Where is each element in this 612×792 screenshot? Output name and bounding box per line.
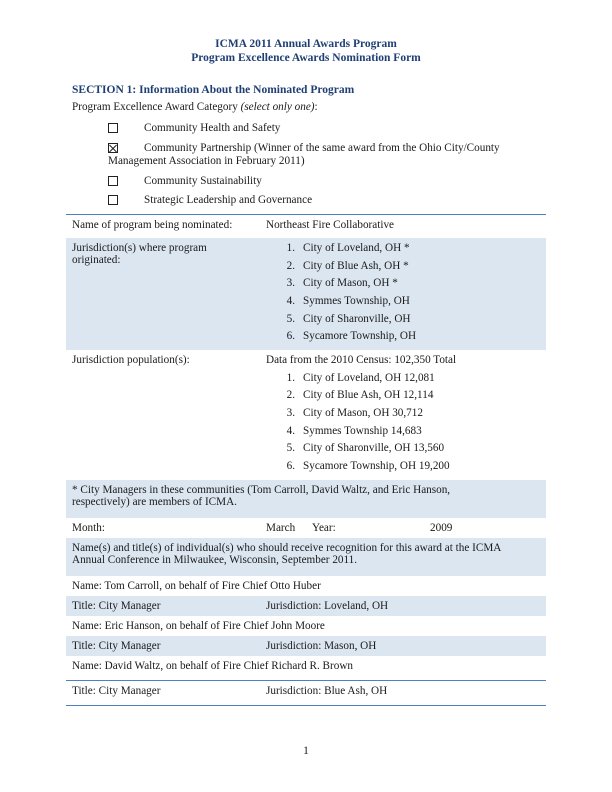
list-text: City of Blue Ash, OH 12,114 — [303, 389, 434, 402]
list-text: City of Mason, OH * — [303, 277, 398, 290]
list-number: 6. — [286, 330, 295, 343]
list-text: Sycamore Township, OH — [303, 330, 417, 343]
list-text: City of Loveland, OH * — [303, 242, 410, 254]
list-text: City of Loveland, OH 12,081 — [303, 371, 435, 384]
note-line: respectively) are members of ICMA. — [72, 496, 237, 508]
recipient-title-row — [66, 680, 546, 704]
category-prompt-text: Program Excellence Award Category — [72, 101, 238, 113]
note-text — [72, 484, 542, 508]
category-label-continued: Management Association in February 2011) — [108, 155, 305, 167]
recipient-jurisdiction[interactable]: Jurisdiction: Loveland, OH — [266, 600, 389, 612]
category-prompt — [72, 101, 318, 113]
recipient-name-row — [66, 576, 546, 596]
checkbox-partnership[interactable] — [108, 143, 118, 153]
list-item — [281, 260, 557, 278]
list-number: 5. — [286, 312, 295, 325]
category-label: Strategic Leadership and Governance — [144, 194, 313, 206]
recipient-name-row — [66, 656, 546, 680]
jurisdictions-label-line: originated: — [72, 254, 121, 266]
list-item — [281, 277, 557, 295]
section-title: SECTION 1: Information About the Nominated Program — [72, 84, 355, 96]
category-label: Community Partnership (Winner of the same award from the Ohio City/County — [144, 142, 500, 154]
population-values[interactable] — [266, 354, 542, 478]
list-item — [281, 330, 557, 348]
list-text: City of Sharonville, OH 13,560 — [303, 442, 445, 455]
recognition-line: Annual Conference in Milwaukee, Wisconsin, September 2011. — [72, 554, 358, 566]
recipient-title-row — [66, 636, 546, 656]
recognition-text — [72, 542, 542, 566]
program-name-row — [66, 214, 546, 238]
list-item — [281, 425, 542, 443]
recipient-name[interactable]: Name: David Waltz, on behalf of Fire Chief Richard R. Brown — [72, 660, 353, 672]
list-item — [281, 372, 542, 390]
list-number: 3. — [286, 277, 295, 290]
list-number: 2. — [286, 389, 295, 402]
list-number: 6. — [286, 460, 295, 473]
note-row — [66, 480, 546, 518]
recipient-title[interactable]: Title: City Manager — [72, 685, 161, 697]
recipient-title[interactable]: Title: City Manager — [72, 600, 161, 612]
list-number: 3. — [286, 407, 295, 420]
month-value[interactable]: March — [266, 522, 296, 534]
recipient-title[interactable]: Title: City Manager — [72, 640, 161, 652]
list-item — [281, 407, 542, 425]
list-number: 1. — [286, 242, 295, 254]
category-label: Community Sustainability — [144, 175, 262, 187]
program-name-label: Name of program being nominated: — [72, 219, 233, 231]
recipient-name-row — [66, 616, 546, 636]
list-item — [281, 389, 542, 407]
checkbox-health-safety[interactable] — [108, 123, 118, 133]
list-text: Sycamore Township, OH 19,200 — [303, 460, 450, 473]
jurisdictions-list[interactable] — [281, 242, 557, 348]
month-label: Month: — [72, 522, 105, 534]
category-prompt-colon: : — [314, 101, 318, 113]
table-bottom-rule — [66, 705, 546, 706]
header-line-2: Program Excellence Awards Nomination Form — [191, 52, 421, 64]
header-line-1: ICMA 2011 Annual Awards Program — [215, 38, 397, 50]
category-label: Community Health and Safety — [144, 122, 281, 134]
list-text: Symmes Township 14,683 — [303, 424, 422, 437]
list-item — [281, 442, 542, 460]
list-number: 2. — [286, 259, 295, 272]
list-number: 4. — [286, 424, 295, 437]
population-label: Jurisdiction population(s): — [72, 354, 190, 366]
note-line: * City Managers in these communities (Tom Carroll, David Waltz, and Eric Hanson, — [72, 484, 451, 496]
recognition-line: Name(s) and title(s) of individual(s) who should receive recognition for this award at the ICMA — [72, 542, 502, 554]
list-text: City of Sharonville, OH — [303, 312, 411, 325]
category-prompt-note: (select only one) — [240, 101, 315, 113]
list-item — [281, 295, 557, 313]
list-text: City of Blue Ash, OH * — [303, 259, 409, 272]
recipient-jurisdiction[interactable]: Jurisdiction: Mason, OH — [266, 640, 377, 652]
recognition-row — [66, 538, 546, 576]
population-intro: Data from the 2010 Census: 102,350 Total — [266, 354, 457, 366]
year-value[interactable]: 2009 — [430, 522, 453, 534]
recipient-title-row — [66, 596, 546, 616]
list-number: 1. — [286, 371, 295, 384]
list-item — [281, 242, 557, 260]
list-number: 4. — [286, 295, 295, 308]
list-text: City of Mason, OH 30,712 — [303, 407, 423, 420]
list-number: 5. — [286, 442, 295, 455]
list-item — [281, 313, 557, 331]
jurisdictions-label-line: Jurisdiction(s) where program — [72, 242, 207, 254]
checkbox-leadership[interactable] — [108, 195, 118, 205]
jurisdictions-label — [72, 242, 262, 266]
population-row — [66, 350, 546, 480]
list-item — [281, 460, 542, 478]
year-label: Year: — [312, 522, 336, 534]
page-number: 1 — [303, 745, 309, 757]
form-header — [0, 37, 612, 65]
jurisdictions-row — [66, 238, 546, 350]
recipient-jurisdiction[interactable]: Jurisdiction: Blue Ash, OH — [266, 685, 388, 697]
checkbox-sustainability[interactable] — [108, 176, 118, 186]
date-row — [66, 518, 546, 538]
recipient-name[interactable]: Name: Eric Hanson, on behalf of Fire Chief John Moore — [72, 620, 325, 632]
recipient-name[interactable]: Name: Tom Carroll, on behalf of Fire Chief Otto Huber — [72, 580, 321, 592]
program-name-value[interactable]: Northeast Fire Collaborative — [266, 219, 395, 231]
list-text: Symmes Township, OH — [303, 295, 410, 308]
